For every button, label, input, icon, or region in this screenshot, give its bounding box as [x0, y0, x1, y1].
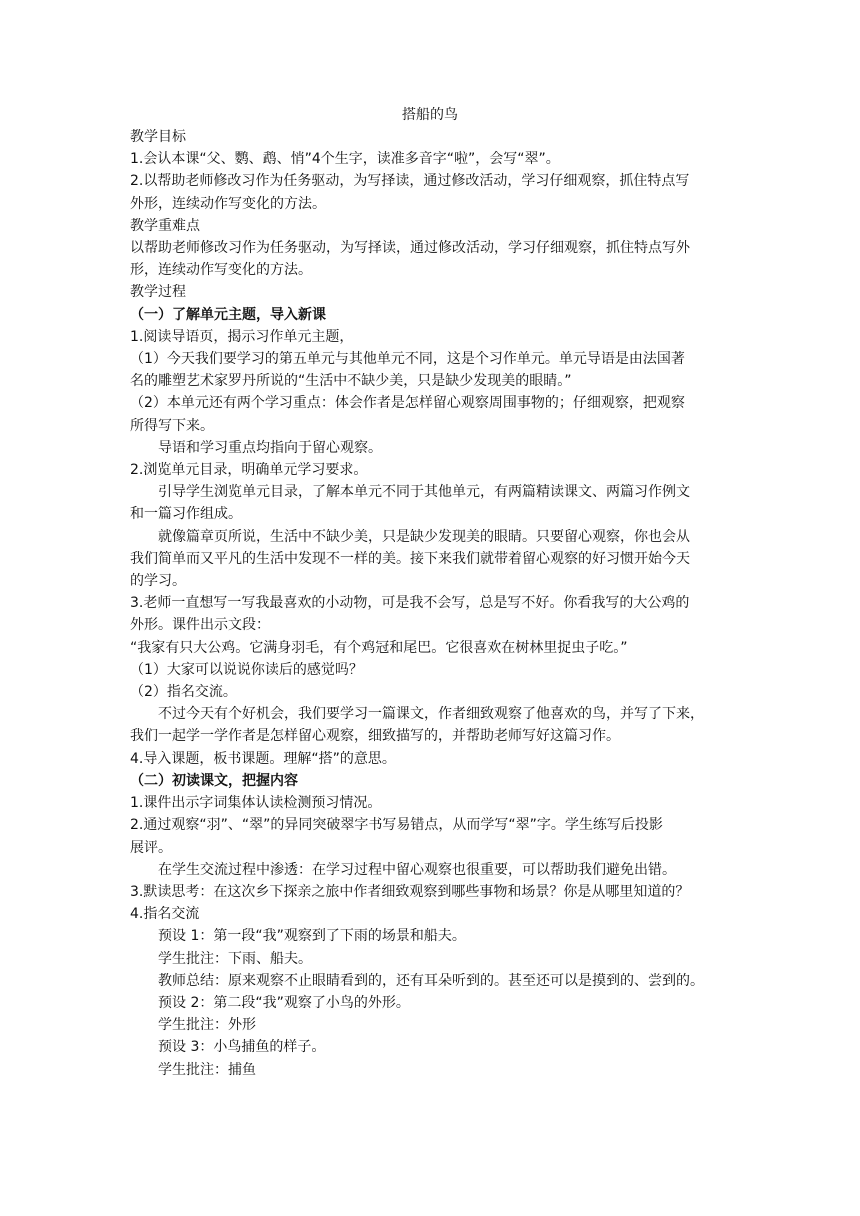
text-line: 教学过程: [130, 284, 186, 301]
text-line: 4.指名交流: [130, 906, 200, 923]
text-line: 名的雕塑艺术家罗丹所说的“生活中不缺少美，只是缺少发现美的眼睛。”: [130, 373, 572, 390]
text-line: 4.导入课题，板书课题。理解“搭”的意思。: [130, 750, 396, 767]
text-line: 2.浏览单元目录，明确单元学习要求。: [130, 462, 368, 479]
text-line: 1.课件出示字词集体认读检测预习情况。: [130, 795, 382, 812]
text-line: 我们简单而又平凡的生活中发现不一样的美。接下来我们就带着留心观察的好习惯开始今天: [130, 550, 690, 567]
text-line: 1.阅读导语页，揭示习作单元主题，: [130, 328, 354, 345]
text-line: 我们一起学一学作者是怎样留心观察，细致描写的，并帮助老师写好这篇习作。: [130, 728, 620, 745]
text-line: 外形。课件出示文段：: [130, 617, 270, 634]
text-line: （1）今天我们要学习的第五单元与其他单元不同，这是个习作单元。单元导语是由法国著: [130, 351, 685, 368]
text-line: 3.默读思考：在这次乡下探亲之旅中作者细致观察到哪些事物和场景？你是从哪里知道的？: [130, 883, 690, 900]
text-line: 2.通过观察“羽”、“翠”的异同突破翠字书写易错点，从而学写“翠”字。学生练写后投影: [130, 817, 663, 834]
text-line: 学生批注：下雨、船夫。: [158, 950, 312, 967]
section-heading: （一）了解单元主题，导入新课: [130, 306, 326, 323]
text-line: 预设 1：第一段“我”观察到了下雨的场景和船夫。: [158, 928, 466, 945]
document-body: [130, 126, 730, 1081]
text-line: 形，连续动作写变化的方法。: [130, 262, 312, 279]
text-line: 和一篇习作组成。: [130, 506, 242, 523]
text-line: 学生批注：捕鱼: [158, 1061, 256, 1078]
text-line: 在学生交流过程中渗透：在学习过程中留心观察也很重要，可以帮助我们避免出错。: [158, 861, 676, 878]
text-line: 不过今天有个好机会，我们要学习一篇课文，作者细致观察了他喜欢的鸟，并写了下来，: [158, 706, 704, 723]
text-line: 教学重难点: [130, 217, 200, 234]
text-line: 教师总结：原来观察不止眼睛看到的，还有耳朵听到的。甚至还可以是摸到的、尝到的。: [158, 972, 704, 989]
text-line: 预设 3：小鸟捕鱼的样子。: [158, 1039, 326, 1056]
text-line: 3.老师一直想写一写我最喜欢的小动物，可是我不会写，总是写不好。你看我写的大公鸡的: [130, 595, 690, 612]
text-line: 的学习。: [130, 573, 186, 590]
text-line: 以帮助老师修改习作为任务驱动，为写择读，通过修改活动，学习仔细观察，抓住特点写外: [130, 240, 690, 257]
text-line: （2）本单元还有两个学习重点：体会作者是怎样留心观察周围事物的；仔细观察，把观察: [130, 395, 685, 412]
text-line: 教学目标: [130, 129, 186, 145]
section-heading: （二）初读课文，把握内容: [130, 772, 298, 789]
text-line: 学生批注：外形: [158, 1017, 256, 1034]
text-line: （2）指名交流。: [130, 684, 237, 701]
text-line: 所得写下来。: [130, 417, 214, 434]
text-line: 预设 2：第二段“我”观察了小鸟的外形。: [158, 994, 410, 1011]
text-line: 导语和学习重点均指向于留心观察。: [158, 439, 382, 456]
text-line: 2.以帮助老师修改习作为任务驱动，为写择读，通过修改活动，学习仔细观察，抓住特点写: [130, 173, 690, 190]
text-line: 展评。: [130, 839, 172, 856]
text-line: （1）大家可以说说你读后的感觉吗？: [130, 661, 363, 678]
text-line: 就像篇章页所说，生活中不缺少美，只是缺少发现美的眼睛。只要留心观察，你也会从: [158, 528, 690, 545]
document-title: 搭船的鸟: [402, 107, 458, 123]
text-line: 1.会认本课“父、鹦、鹉、悄”4个生字，读准多音字“啦”，会写“翠”。: [130, 151, 560, 168]
text-line: “我家有只大公鸡。它满身羽毛，有个鸡冠和尾巴。它很喜欢在树林里捉虫子吃。”: [130, 639, 628, 656]
text-line: 引导学生浏览单元目录，了解本单元不同于其他单元，有两篇精读课文、两篇习作例文: [158, 484, 690, 501]
text-line: 外形，连续动作写变化的方法。: [130, 195, 326, 212]
